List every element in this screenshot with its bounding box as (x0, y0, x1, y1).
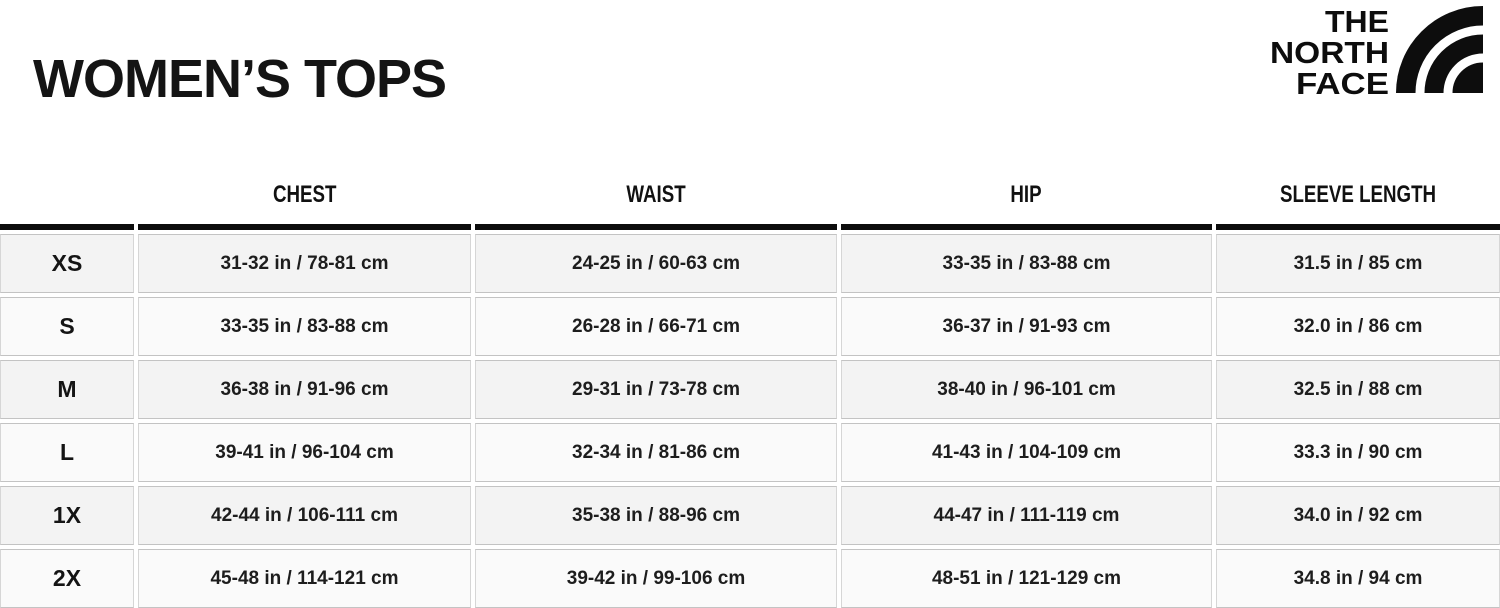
chest-value: 39-41 in / 96-104 cm (138, 423, 471, 482)
page-title: WOMEN’S TOPS (33, 49, 447, 109)
size-label: 1X (0, 486, 134, 545)
chest-value: 36-38 in / 91-96 cm (138, 360, 471, 419)
header-hip: HIP (1010, 181, 1043, 208)
sleeve-value: 34.0 in / 92 cm (1216, 486, 1500, 545)
logo-word-north: NORTH (1270, 35, 1389, 70)
hip-value: 48-51 in / 121-129 cm (841, 549, 1212, 608)
waist-value: 32-34 in / 81-86 cm (475, 423, 837, 482)
header-divider-segment (841, 224, 1212, 230)
header-divider-segment (1216, 224, 1500, 230)
header-divider-segment (475, 224, 837, 230)
logo-word-the: THE (1325, 4, 1389, 39)
size-chart-table (0, 170, 1500, 608)
north-face-logo-graphic (1270, 4, 1484, 96)
waist-value: 35-38 in / 88-96 cm (475, 486, 837, 545)
hip-value: 44-47 in / 111-119 cm (841, 486, 1212, 545)
header-sleeve-length: SLEEVE LENGTH (1279, 181, 1437, 208)
chest-value: 33-35 in / 83-88 cm (138, 297, 471, 356)
hip-value: 41-43 in / 104-109 cm (841, 423, 1212, 482)
size-label: 2X (0, 549, 134, 608)
sleeve-value: 31.5 in / 85 cm (1216, 234, 1500, 293)
size-label: L (0, 423, 134, 482)
header-chest: CHEST (272, 181, 337, 208)
waist-value: 29-31 in / 73-78 cm (475, 360, 837, 419)
header-spacer (0, 170, 134, 220)
waist-value: 39-42 in / 99-106 cm (475, 549, 837, 608)
size-label: S (0, 297, 134, 356)
north-face-logo (1270, 4, 1484, 96)
logo-word-face: FACE (1296, 66, 1389, 96)
waist-value: 24-25 in / 60-63 cm (475, 234, 837, 293)
sleeve-value: 32.0 in / 86 cm (1216, 297, 1500, 356)
half-dome-icon (1396, 6, 1483, 93)
hip-value: 33-35 in / 83-88 cm (841, 234, 1212, 293)
size-label: M (0, 360, 134, 419)
chest-value: 45-48 in / 114-121 cm (138, 549, 471, 608)
chest-value: 31-32 in / 78-81 cm (138, 234, 471, 293)
chest-value: 42-44 in / 106-111 cm (138, 486, 471, 545)
hip-value: 36-37 in / 91-93 cm (841, 297, 1212, 356)
hip-value: 38-40 in / 96-101 cm (841, 360, 1212, 419)
header-waist: WAIST (626, 181, 686, 208)
waist-value: 26-28 in / 66-71 cm (475, 297, 837, 356)
header-divider-segment (138, 224, 471, 230)
sleeve-value: 32.5 in / 88 cm (1216, 360, 1500, 419)
size-label: XS (0, 234, 134, 293)
sleeve-value: 34.8 in / 94 cm (1216, 549, 1500, 608)
header-divider-segment (0, 224, 134, 230)
sleeve-value: 33.3 in / 90 cm (1216, 423, 1500, 482)
